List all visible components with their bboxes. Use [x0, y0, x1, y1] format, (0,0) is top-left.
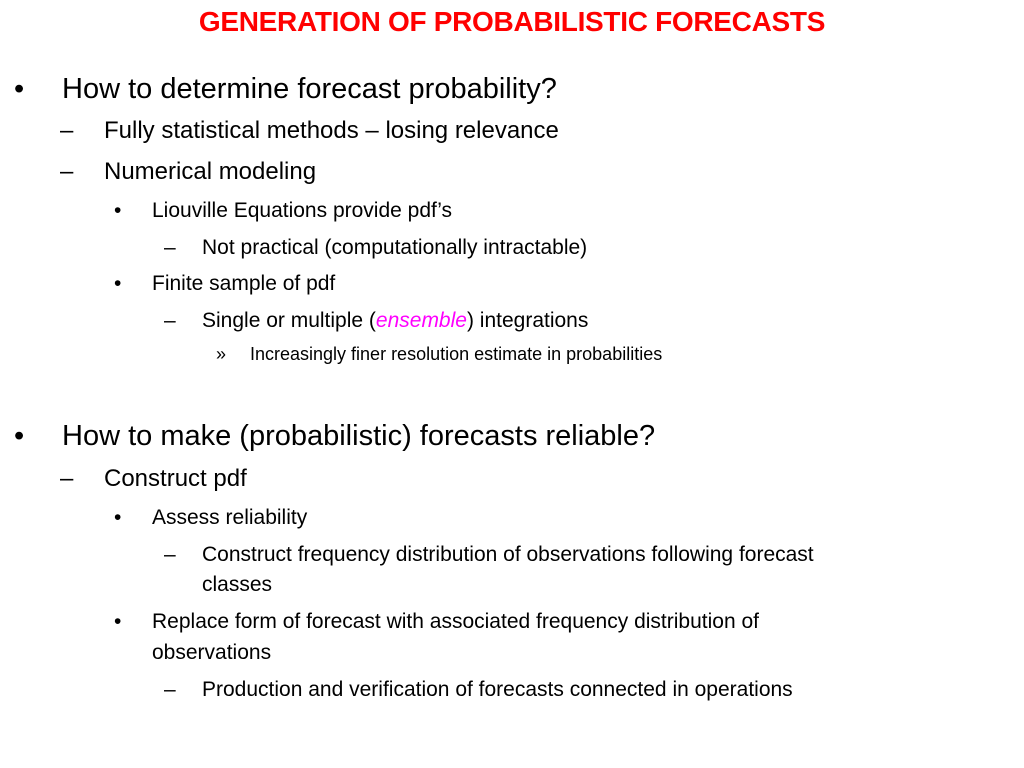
section1-heading-text: How to determine forecast probability? [62, 73, 557, 105]
item-statistical-text: Fully statistical methods – losing relevance [104, 117, 559, 144]
item-liouville-text: Liouville Equations provide pdf’s [152, 199, 453, 222]
item-numerical-text: Numerical modeling [104, 158, 317, 185]
item-not-practical-text: Not practical (computationally intractable) [202, 236, 588, 259]
item-production-text: Production and verification of forecasts connected in operations [202, 678, 793, 701]
dash-marker: – [60, 158, 74, 185]
bullet-marker: • [114, 272, 122, 295]
bullet-marker: • [14, 420, 25, 452]
item-single-multiple-text [202, 308, 588, 334]
slide-title: GENERATION OF PROBABILISTIC FORECASTS [198, 6, 826, 37]
item-freq-dist-line1: Construct frequency distribution of observations following forecast [202, 543, 814, 566]
bullet-marker: • [114, 506, 122, 529]
item-replace-continuation: observations [152, 641, 272, 664]
bullet-marker: • [114, 199, 122, 222]
dash-marker: – [164, 678, 176, 701]
item-construct-pdf-text: Construct pdf [104, 465, 247, 492]
item-single-multiple-after: ) integrations [466, 309, 589, 332]
chevron-marker: » [216, 344, 227, 364]
item-assess-text: Assess reliability [152, 506, 308, 529]
dash-marker: – [164, 236, 176, 259]
item-finer-resolution-text: Increasingly finer resolution estimate in probabilities [250, 344, 663, 364]
item-replace-line1: Replace form of forecast with associated frequency distribution of [152, 610, 759, 633]
dash-marker: – [60, 465, 74, 492]
bullet-marker: • [14, 73, 25, 105]
item-single-multiple-before: Single or multiple ( [202, 309, 376, 332]
ensemble-emphasis: ensemble [375, 309, 467, 332]
section2-heading-text: How to make (probabilistic) forecasts reliable? [62, 420, 656, 452]
bullet-marker: • [114, 610, 122, 633]
dash-marker: – [164, 543, 176, 566]
dash-marker: – [60, 117, 74, 144]
dash-marker: – [164, 309, 176, 332]
item-freq-dist-continuation: classes [202, 573, 273, 596]
item-finite-sample-text: Finite sample of pdf [152, 272, 336, 295]
